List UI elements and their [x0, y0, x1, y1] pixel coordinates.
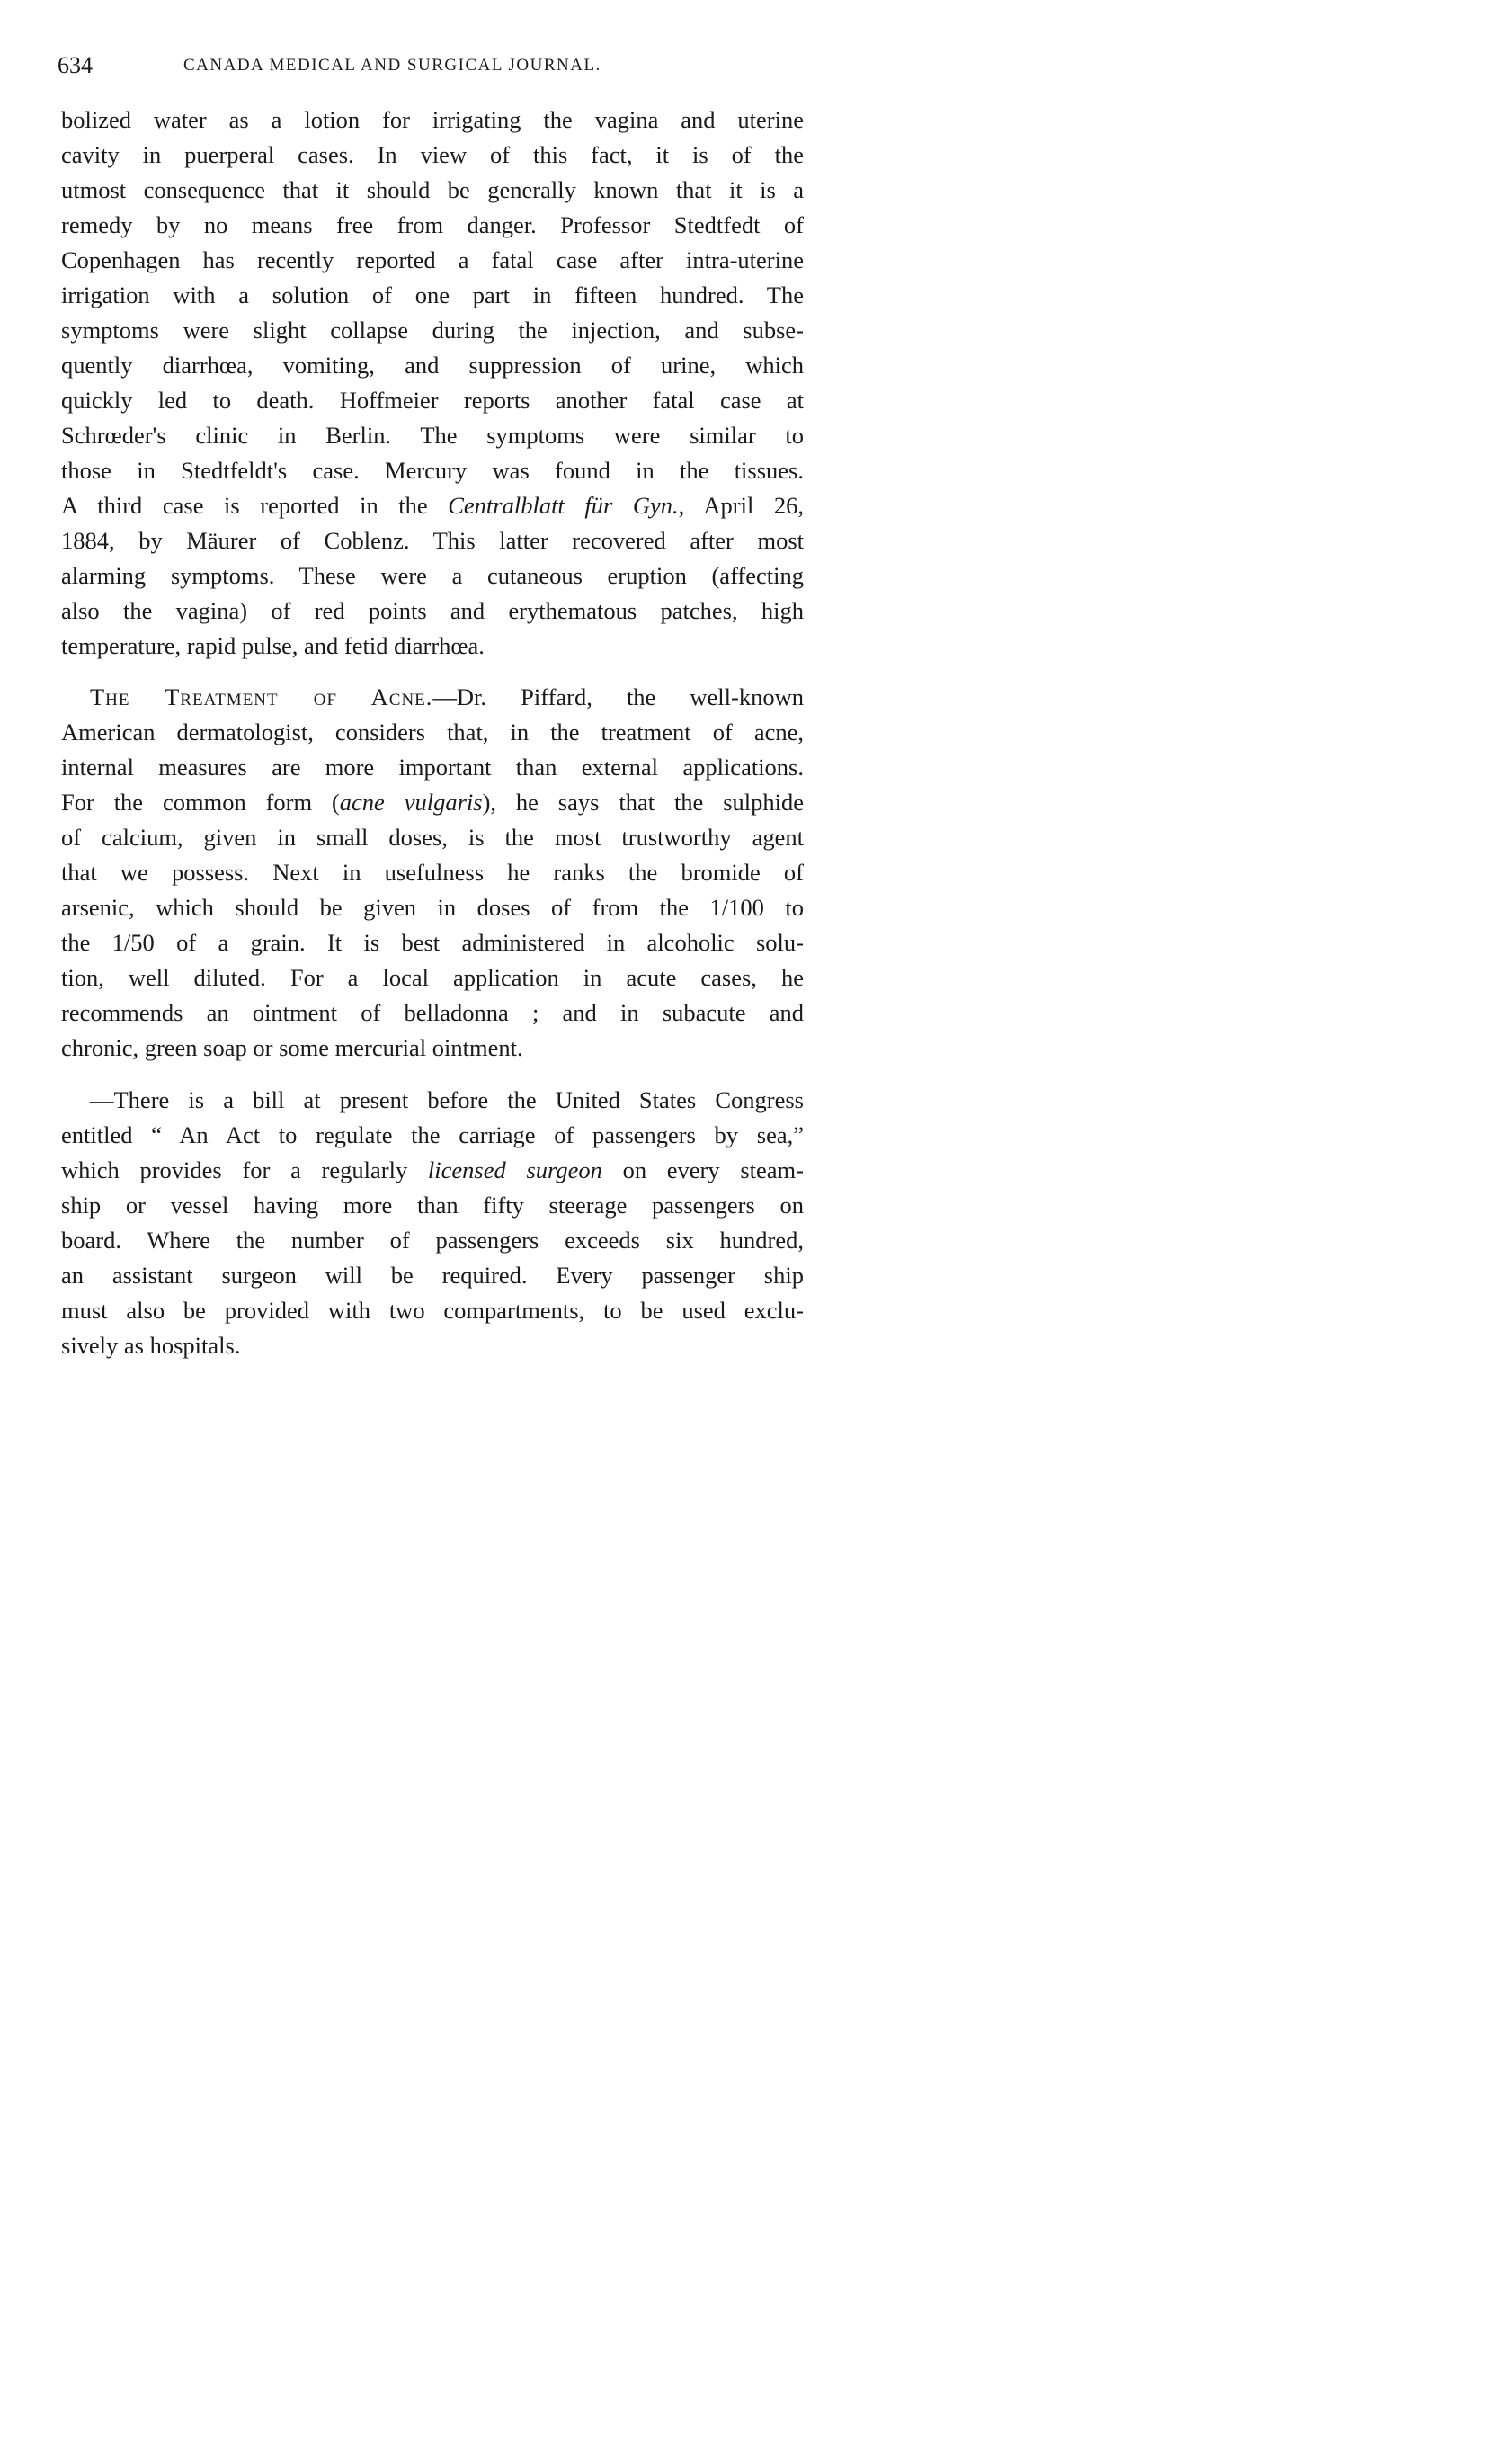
text-line: Copenhagen has recently reported a fatal case after intra-uterine	[61, 246, 804, 273]
page-header	[58, 52, 705, 79]
text-run: which provides for a regularly	[61, 1156, 428, 1183]
section-heading: The Treatment of Acne.	[90, 683, 433, 710]
text-run: —Dr. Piffard, the well-known	[432, 683, 804, 710]
text-line	[61, 680, 804, 715]
text-line: also the vagina) of red points and erythematous patches, high	[61, 597, 804, 624]
text-line: bolized water as a lotion for irrigating the vagina and uterine	[61, 106, 804, 133]
text-line: those in Stedtfeldt's case. Mercury was found in the tissues.	[61, 457, 804, 484]
text-line: alarming symptoms. These were a cutaneous eruption (affecting	[61, 562, 804, 589]
text-line	[61, 1153, 804, 1188]
text-line: remedy by no means free from danger. Professor Stedtfedt of	[61, 211, 804, 238]
text-line: entitled “ An Act to regulate the carriage of passengers by sea,”	[61, 1121, 804, 1148]
text-line: board. Where the number of passengers exceeds six hundred,	[61, 1227, 804, 1254]
term-italic: licensed surgeon	[427, 1156, 602, 1183]
text-line: temperature, rapid pulse, and fetid diarrhœa.	[61, 632, 485, 659]
text-line: an assistant surgeon will be required. Every passenger ship	[61, 1262, 804, 1289]
text-run: ), he says that the sulphide	[482, 789, 805, 816]
paragraph-carbolic-continuation	[61, 103, 804, 664]
text-line: sively as hospitals.	[61, 1332, 241, 1359]
text-line: 1884, by Mäurer of Coblenz. This latter recovered after most	[61, 527, 804, 554]
text-run: For the common form (	[61, 789, 340, 816]
text-line: quickly led to death. Hoffmeier reports another fatal case at	[61, 387, 804, 414]
running-head: CANADA MEDICAL AND SURGICAL JOURNAL.	[183, 56, 601, 75]
text-line: that we possess. Next in usefulness he ranks the bromide of	[61, 859, 804, 886]
text-run: A third case is reported in the	[61, 492, 449, 519]
text-line: utmost consequence that it should be generally known that it is a	[61, 176, 804, 203]
latin-term-italic: acne vulgaris	[339, 789, 483, 816]
text-run: , April 26,	[678, 492, 804, 519]
text-line: quently diarrhœa, vomiting, and suppression of urine, which	[61, 352, 804, 379]
text-line: ship or vessel having more than fifty steerage passengers on	[61, 1192, 804, 1219]
paragraph-treatment-of-acne	[61, 680, 804, 1066]
journal-title-italic: Centralblatt für Gyn.	[448, 492, 679, 519]
text-line: must also be provided with two compartments, to be used exclu-	[61, 1297, 804, 1324]
text-line	[61, 785, 804, 820]
text-line: irrigation with a solution of one part in fifteen hundred. The	[61, 281, 804, 308]
text-line: of calcium, given in small doses, is the most trustworthy agent	[61, 824, 804, 851]
text-line: American dermatologist, considers that, in the treatment of acne,	[61, 719, 804, 745]
text-line: chronic, green soap or some mercurial ointment.	[61, 1034, 523, 1061]
text-line: tion, well diluted. For a local application in acute cases, he	[61, 964, 804, 991]
text-line: —There is a bill at present before the United States Congress	[90, 1086, 804, 1113]
text-line: recommends an ointment of belladonna ; and in subacute and	[61, 999, 804, 1026]
text-line: arsenic, which should be given in doses of from the 1/100 to	[61, 894, 804, 921]
text-line: Schrœder's clinic in Berlin. The symptoms were similar to	[61, 422, 804, 449]
text-line: cavity in puerperal cases. In view of this fact, it is of the	[61, 141, 804, 168]
text-line: symptoms were slight collapse during the injection, and subse-	[61, 317, 804, 344]
text-run: on every steam-	[601, 1156, 804, 1183]
text-line: the 1/50 of a grain. It is best administered in alcoholic solu-	[61, 929, 804, 956]
text-line	[61, 488, 804, 523]
journal-page	[0, 0, 863, 1413]
paragraph-congress-bill	[61, 1083, 804, 1363]
page-number: 634	[58, 52, 93, 78]
text-line: internal measures are more important than external applications.	[61, 754, 804, 781]
